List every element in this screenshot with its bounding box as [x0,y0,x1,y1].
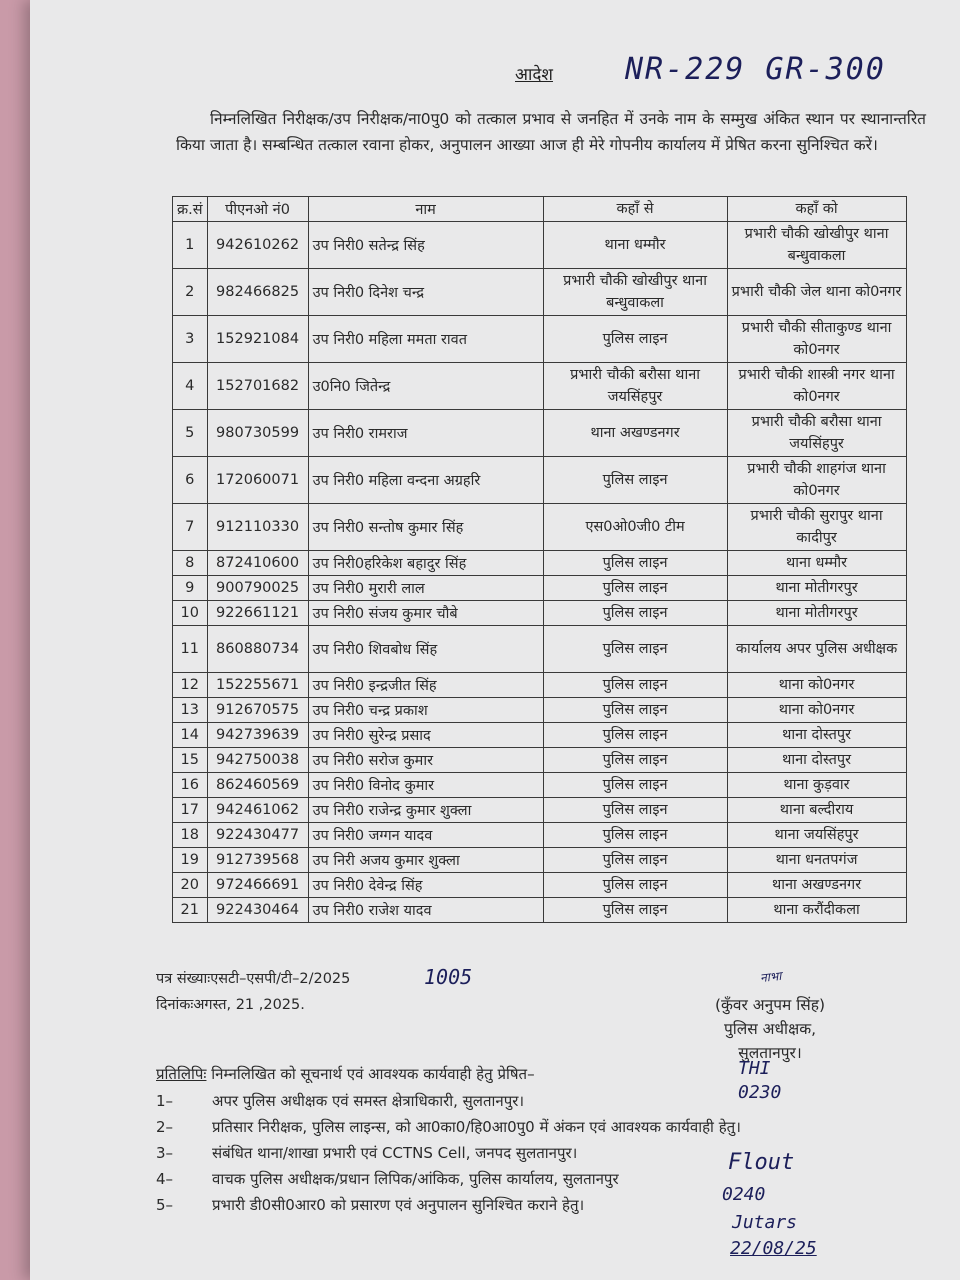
cell-name: उप निरी0 राजेश यादव [308,898,543,923]
cell-name: उप निरी0 चन्द्र प्रकाश [308,698,543,723]
cell-from: पुलिस लाइन [543,898,727,923]
copy-item-text: अपर पुलिस अधीक्षक एवं समस्त क्षेत्राधिकारी, सुलतानपुर। [212,1092,525,1110]
cell-serial: 12 [173,673,208,698]
cell-from: पुलिस लाइन [543,848,727,873]
cell-name: उप निरी0 सतेन्द्र सिंह [308,222,543,269]
cell-from: पुलिस लाइन [543,873,727,898]
table-row [173,410,907,457]
cell-from: पुलिस लाइन [543,748,727,773]
cell-pno: 152921084 [207,316,308,363]
cell-serial: 4 [173,363,208,410]
cell-pno: 912110330 [207,504,308,551]
table-row [173,748,907,773]
cell-to: थाना को0नगर [727,673,906,698]
order-title: आदेश [515,65,553,85]
table-row [173,773,907,798]
cell-serial: 6 [173,457,208,504]
letter-number: पत्र संख्याःएसटी–एसपी/टी–2/2025 [156,971,351,987]
cell-from: पुलिस लाइन [543,798,727,823]
cell-pno: 860880734 [207,626,308,673]
cell-from: पुलिस लाइन [543,698,727,723]
copy-item [156,1192,741,1218]
cell-serial: 21 [173,898,208,923]
cell-pno: 942750038 [207,748,308,773]
copy-item-text: वाचक पुलिस अधीक्षक/प्रधान लिपिक/आंकिक, पुलिस कार्यालय, सुलतानपुर [212,1170,619,1188]
table-row [173,222,907,269]
cell-pno: 942461062 [207,798,308,823]
table-row [173,848,907,873]
handwritten-date: 22/08/25 [730,1238,817,1259]
cell-to: प्रभारी चौकी जेल थाना को0नगर [727,269,906,316]
table-body [173,222,907,923]
cell-name: उप निरी0 संजय कुमार चौबे [308,601,543,626]
copy-item [156,1114,741,1140]
cell-to: थाना कुड़वार [727,773,906,798]
letter-date: दिनांकःअगस्त, 21 ,2025. [156,997,305,1013]
copy-label: प्रतिलिपिः [156,1065,207,1083]
cell-to: प्रभारी चौकी खोखीपुर थाना बन्धुवाकला [727,222,906,269]
cell-name: उप निरी0 इन्द्रजीत सिंह [308,673,543,698]
cell-name: उप निरी0 मुरारी लाल [308,576,543,601]
cell-pno: 900790025 [207,576,308,601]
cell-to: थाना अखण्डनगर [727,873,906,898]
cell-pno: 172060071 [207,457,308,504]
cell-serial: 10 [173,601,208,626]
copy-item-number: 2– [156,1118,174,1136]
cell-serial: 8 [173,551,208,576]
header-from: कहाँ से [543,197,727,222]
cell-pno: 922661121 [207,601,308,626]
cell-pno: 862460569 [207,773,308,798]
cell-name: उप निरी0 सरोज कुमार [308,748,543,773]
handwritten-letter-number: 1005 [424,965,473,989]
cell-serial: 3 [173,316,208,363]
table-row [173,576,907,601]
cell-name: उप निरी0 जग्गन यादव [308,823,543,848]
copy-item-text: प्रभारी डी0सी0आर0 को प्रसारण एवं अनुपालन सुनिश्चित कराने हेतु। [212,1196,585,1214]
cell-serial: 5 [173,410,208,457]
header-name: नाम [308,197,543,222]
cell-from: प्रभारी चौकी खोखीपुर थाना बन्धुवाकला [543,269,727,316]
handwritten-thi-time: 0230 [738,1082,782,1103]
cell-to: थाना बल्दीराय [727,798,906,823]
cell-name: उप निरी0 महिला वन्दना अग्रहरि [308,457,543,504]
cell-serial: 7 [173,504,208,551]
cell-to: थाना को0नगर [727,698,906,723]
cell-serial: 15 [173,748,208,773]
table-row [173,723,907,748]
signature-scribble: नाभा [759,968,783,986]
cell-to: थाना करौंदीकला [727,898,906,923]
copy-item [156,1166,741,1192]
cell-serial: 1 [173,222,208,269]
cell-serial: 16 [173,773,208,798]
signatory-name: (कुँवर अनुपम सिंह) [714,996,826,1014]
table-row [173,269,907,316]
cell-name: उप निरी0 महिला ममता रावत [308,316,543,363]
cell-from: पुलिस लाइन [543,823,727,848]
cell-to: थाना दोस्तपुर [727,723,906,748]
table-header-row [173,197,907,222]
copy-item [156,1140,741,1166]
header-pno: पीएनओ नं0 [207,197,308,222]
copy-item-text: संबंधित थाना/शाखा प्रभारी एवं CCTNS Cell, जनपद सुलतानपुर। [212,1144,578,1162]
cell-to: थाना मोतीगरपुर [727,601,906,626]
cell-to: प्रभारी चौकी शास्त्री नगर थाना को0नगर [727,363,906,410]
cell-to: थाना दोस्तपुर [727,748,906,773]
cell-name: उप निरी0 सन्तोष कुमार सिंह [308,504,543,551]
cell-pno: 912670575 [207,698,308,723]
cell-name: उप निरी0 विनोद कुमार [308,773,543,798]
header-to: कहाँ को [727,197,906,222]
cell-from: एस0ओ0जी0 टीम [543,504,727,551]
cell-from: थाना धम्मौर [543,222,727,269]
cell-serial: 18 [173,823,208,848]
cell-from: पुलिस लाइन [543,601,727,626]
cell-name: उ0नि0 जितेन्द्र [308,363,543,410]
cell-to: प्रभारी चौकी सीताकुण्ड थाना को0नगर [727,316,906,363]
table-row [173,823,907,848]
cell-from: पुलिस लाइन [543,316,727,363]
cell-pno: 912739568 [207,848,308,873]
cell-to: थाना धम्मौर [727,551,906,576]
cell-from: पुलिस लाइन [543,457,727,504]
cell-serial: 9 [173,576,208,601]
cell-serial: 2 [173,269,208,316]
cell-pno: 942739639 [207,723,308,748]
cell-pno: 872410600 [207,551,308,576]
cell-from: पुलिस लाइन [543,551,727,576]
cell-from: पुलिस लाइन [543,673,727,698]
handwritten-out: Flout [728,1150,795,1175]
signatory-place: सुलतानपुर। [738,1044,802,1062]
handwritten-thi: THI [738,1058,771,1079]
cell-serial: 19 [173,848,208,873]
cell-from: पुलिस लाइन [543,773,727,798]
cell-name: उप निरी0 रामराज [308,410,543,457]
table-row [173,898,907,923]
transfer-table [172,196,907,923]
signature-block [690,993,850,1065]
copy-item-number: 3– [156,1144,174,1162]
copy-item [156,1088,741,1114]
table-row [173,626,907,673]
table-row [173,504,907,551]
signatory-designation: पुलिस अधीक्षक, [723,1020,817,1038]
cell-pno: 152701682 [207,363,308,410]
cell-name: उप निरी0हरिकेश बहादुर सिंह [308,551,543,576]
cell-to: कार्यालय अपर पुलिस अधीक्षक [727,626,906,673]
cell-serial: 11 [173,626,208,673]
cell-to: थाना मोतीगरपुर [727,576,906,601]
copy-list [156,1088,741,1218]
handwritten-out-time: 0240 [722,1184,766,1205]
cell-from: थाना अखण्डनगर [543,410,727,457]
intro-paragraph: निम्नलिखित निरीक्षक/उप निरीक्षक/ना0पु0 को तत्काल प्रभाव से जनहित में उनके नाम के सम्मुख अंकित स्थान पर स्थानान्तरित किया जाता है। सम्बन्धित तत्काल रवाना होकर, अनुपालन आख्या आज ही मेरे गोपनीय कार्यालय में प्रेषित करना सुनिश्चित करें। [176,110,926,154]
cell-to: थाना धनतपगंज [727,848,906,873]
handwritten-reference: NR-229 GR-300 [625,52,886,87]
cell-from: पुलिस लाइन [543,576,727,601]
cell-name: उप निरी0 देवेन्द्र सिंह [308,873,543,898]
table-row [173,873,907,898]
cell-name: उप निरी0 सुरेन्द्र प्रसाद [308,723,543,748]
table-row [173,798,907,823]
cell-pno: 152255671 [207,673,308,698]
cell-serial: 14 [173,723,208,748]
cell-to: थाना जयसिंहपुर [727,823,906,848]
copy-intro: निम्नलिखित को सूचनार्थ एवं आवश्यक कार्यवाही हेतु प्रेषित– [211,1065,535,1083]
table-row [173,457,907,504]
copy-item-number: 5– [156,1196,174,1214]
cell-pno: 972466691 [207,873,308,898]
cell-from: प्रभारी चौकी बरौसा थाना जयसिंहपुर [543,363,727,410]
cell-name: उप निरी अजय कुमार शुक्ला [308,848,543,873]
table-row [173,673,907,698]
handwritten-initials: Jutars [732,1212,798,1233]
cell-pno: 982466825 [207,269,308,316]
cell-to: प्रभारी चौकी शाहगंज थाना को0नगर [727,457,906,504]
cell-to: प्रभारी चौकी सुरापुर थाना कादीपुर [727,504,906,551]
cell-from: पुलिस लाइन [543,626,727,673]
cell-name: उप निरी0 दिनेश चन्द्र [308,269,543,316]
cell-pno: 980730599 [207,410,308,457]
cell-name: उप निरी0 राजेन्द्र कुमार शुक्ला [308,798,543,823]
table-row [173,601,907,626]
table-row [173,363,907,410]
cell-pno: 922430464 [207,898,308,923]
table-row [173,316,907,363]
copy-heading [156,1064,535,1084]
cell-serial: 20 [173,873,208,898]
cell-from: पुलिस लाइन [543,723,727,748]
cell-serial: 13 [173,698,208,723]
table-row [173,551,907,576]
copy-item-text: प्रतिसार निरीक्षक, पुलिस लाइन्स, को आ0का0/हि0आ0पु0 में अंकन एवं आवश्यक कार्यवाही हेतु। [212,1118,741,1136]
cell-serial: 17 [173,798,208,823]
copy-item-number: 1– [156,1092,174,1110]
header-serial: क्र.सं [173,197,208,222]
cell-pno: 922430477 [207,823,308,848]
cell-pno: 942610262 [207,222,308,269]
cell-to: प्रभारी चौकी बरौसा थाना जयसिंहपुर [727,410,906,457]
cell-name: उप निरी0 शिवबोध सिंह [308,626,543,673]
copy-item-number: 4– [156,1170,174,1188]
table-row [173,698,907,723]
